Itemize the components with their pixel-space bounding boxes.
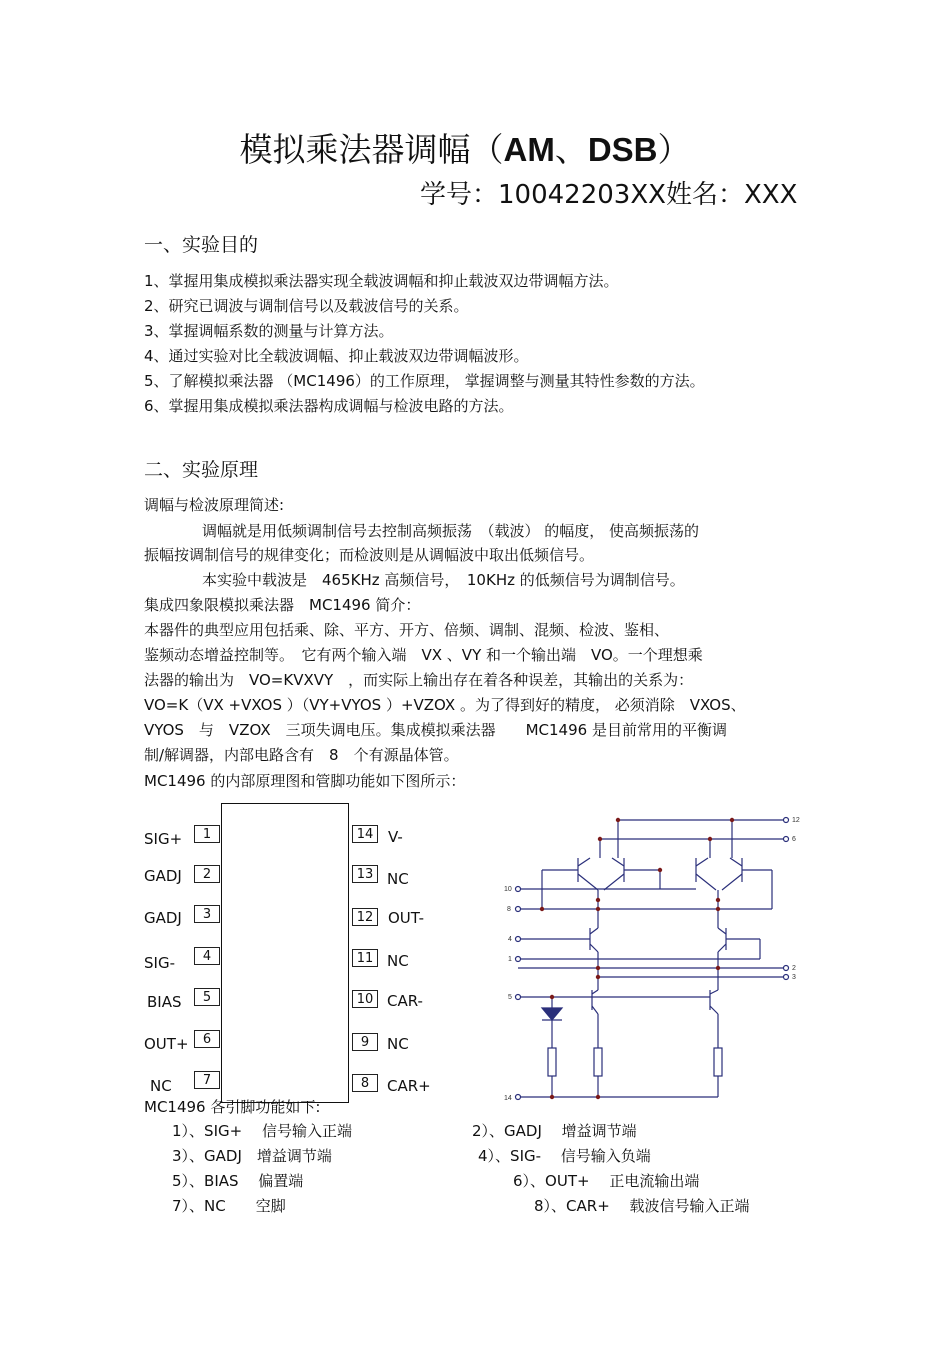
pin-number: 13 [352, 865, 378, 883]
principle-line: 调幅就是用低频调制信号去控制高频振荡 （载波） 的幅度， 使高频振荡的 [202, 522, 700, 540]
pinfunc-item: 7）、NC 空脚 [172, 1197, 286, 1215]
pin-number: 2 [194, 865, 220, 883]
pin-number: 7 [194, 1071, 220, 1089]
terminal-label: 8 [507, 906, 511, 913]
terminal-label: 10 [504, 886, 512, 893]
pin-label: V- [388, 828, 403, 846]
pin-number: 1 [194, 825, 220, 843]
pin-number: 14 [352, 825, 378, 843]
terminal-label: 6 [792, 836, 796, 843]
principle-line: 鉴频动态增益控制等。 它有两个输入端 VX 、VY 和一个输出端 VO。一个理想乘 [144, 646, 703, 664]
pin-number: 12 [352, 908, 378, 926]
principle-line: 振幅按调制信号的规律变化；而检波则是从调幅波中取出低频信号。 [144, 546, 595, 564]
pin-label: GADJ [144, 909, 182, 927]
objective-item: 4、通过实验对比全载波调幅、抑止载波双边带调幅波形。 [144, 347, 529, 365]
section1-heading: 一、实验目的 [144, 234, 259, 256]
principle-line: 本器件的典型应用包括乘、除、平方、开方、倍频、调制、混频、检波、鉴相、 [144, 621, 670, 639]
pin-number: 8 [352, 1074, 378, 1092]
principle-line: 调幅与检波原理简述: [144, 496, 285, 514]
pin-number: 5 [194, 988, 220, 1006]
principle-line: MC1496 的内部原理图和管脚功能如下图所示： [144, 772, 466, 790]
internal-schematic [500, 810, 810, 1105]
objective-item: 3、掌握调幅系数的测量与计算方法。 [144, 322, 394, 340]
pin-number: 6 [194, 1030, 220, 1048]
terminal-label: 3 [792, 974, 796, 981]
pin-label: NC [387, 870, 409, 888]
pin-number: 3 [194, 905, 220, 923]
pin-label: OUT+ [144, 1035, 189, 1053]
terminal-label: 5 [508, 994, 512, 1001]
pin-label: NC [387, 952, 409, 970]
terminal-label: 12 [792, 817, 800, 824]
pin-label: CAR+ [387, 1077, 431, 1095]
document-title: 模拟乘法器调幅（AM、DSB） [239, 130, 691, 169]
pin-number: 4 [194, 947, 220, 965]
pin-number: 10 [352, 990, 378, 1008]
principle-line: 本实验中载波是 465KHz 高频信号， 10KHz 的低频信号为调制信号。 [202, 571, 685, 589]
section2-heading: 二、实验原理 [144, 459, 259, 481]
pin-number: 11 [352, 949, 378, 967]
pinfunc-item: 2）、GADJ 增益调节端 [472, 1122, 637, 1140]
pin-label: CAR- [387, 992, 423, 1010]
objective-item: 5、了解模拟乘法器 （MC1496）的工作原理， 掌握调整与测量其特性参数的方法。 [144, 372, 705, 390]
bias-diode [542, 997, 562, 1097]
terminal-label: 1 [508, 956, 512, 963]
pinfunc-item: 5）、BIAS 偏置端 [172, 1172, 304, 1190]
pinfunc-item: 8）、CAR+ 载波信号输入正端 [534, 1197, 750, 1215]
pin-label: GADJ [144, 867, 182, 885]
pinfunc-item: 6）、OUT+ 正电流输出端 [513, 1172, 700, 1190]
pinfunc-item: 4）、SIG- 信号输入负端 [478, 1147, 651, 1165]
student-info: 学号：10042203XX姓名：XXX [420, 180, 798, 210]
principle-line: VO=K（VX +VXOS ）（VY+VYOS ）+VZOX 。为了得到好的精度， 必须消除 VXOS、 [144, 696, 746, 714]
objective-item: 1、掌握用集成模拟乘法器实现全载波调幅和抑止载波双边带调幅方法。 [144, 272, 619, 290]
pin-label: SIG+ [144, 830, 183, 848]
pin-label: SIG- [144, 954, 175, 972]
principle-line: VYOS 与 VZOX 三项失调电压。集成模拟乘法器 MC1496 是目前常用的平衡调 [144, 721, 727, 739]
upper-quad-transistors [542, 820, 772, 909]
principle-line: 集成四象限模拟乘法器 MC1496 简介： [144, 596, 421, 614]
pinfunc-item: 1）、SIG+ 信号输入正端 [172, 1122, 352, 1140]
terminal-label: 4 [508, 936, 512, 943]
pinfunc-heading: MC1496 各引脚功能如下: [144, 1098, 321, 1116]
pin-label: OUT- [388, 909, 424, 927]
terminal-label: 2 [792, 965, 796, 972]
principle-line: 制/解调器，内部电路含有 8 个有源晶体管。 [144, 746, 459, 764]
pin-label: BIAS [147, 993, 182, 1011]
pin-label: NC [387, 1035, 409, 1053]
pin-label: NC [150, 1077, 172, 1095]
principle-line: 法器的输出为 VO=KVXVY ，而实际上输出存在着各种误差，其输出的关系为： [144, 671, 694, 689]
pinfunc-item: 3）、GADJ 增益调节端 [172, 1147, 332, 1165]
objective-item: 6、掌握用集成模拟乘法器构成调幅与检波电路的方法。 [144, 397, 514, 415]
objective-item: 2、研究已调波与调制信号以及载波信号的关系。 [144, 297, 469, 315]
current-source-transistors [592, 980, 722, 1097]
pin-number: 9 [352, 1033, 378, 1051]
ic-body [221, 803, 349, 1103]
terminal-label: 14 [504, 1095, 512, 1102]
